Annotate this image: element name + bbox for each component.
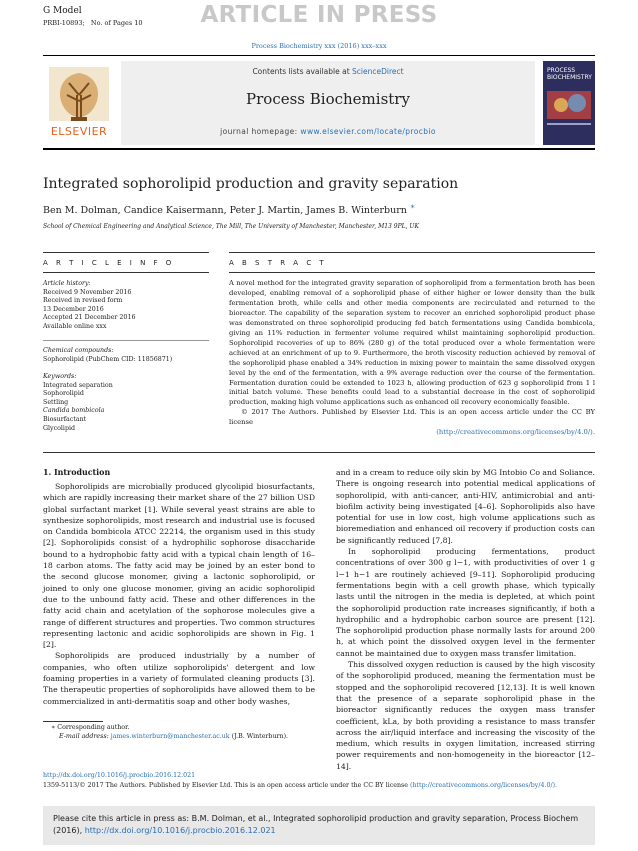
contents-line <box>121 67 535 76</box>
keyword: Glycolipid <box>43 424 76 432</box>
top-rule <box>43 55 595 56</box>
journal-name: Process Biochemistry <box>246 90 410 108</box>
abstract-license <box>229 408 595 428</box>
keywords-label: Keywords: <box>43 373 77 380</box>
keyword: Settling <box>43 398 69 406</box>
body-paragraph: Sophorolipids are microbially produced glycolipid biosurfactants, which are rapidly increasing their market share of the 27 billion USD global surfactant market [1]. While several yeast strains are able to synthesize sophorolipids, most research and industrial use is focused on Candida bombicola ATCC 22214, the organism used in this study [2]. Sophorolipids consist of a hydrophilic sophorose disaccharide bound to a hydrophobic fatty acid with a typical chain length of 16–18 carbon atoms. The fatty acid may be joined by an ester bond to the second glucose monomer, giving a lactonic sophorolipid, or joined to only one glucose monomer, giving an acidic sophorolipid due to the unbound fatty acid. These and other differences in the fatty acid chain and acetylation of the sophorose molecules give a range of different structures and properties. Two common structures representing lactonic and acidic sophorolipids are shown in Fig. 1 [2]. <box>43 482 315 650</box>
history-item: Available online xxx <box>43 322 107 330</box>
citation-text <box>53 813 583 837</box>
section-heading-introduction: 1. Introduction <box>43 468 111 477</box>
abstract-sub-rule <box>229 272 595 273</box>
corresponding-author-note: ∗ Corresponding author. <box>51 724 130 731</box>
keyword: Integrated separation <box>43 381 113 389</box>
keyword: Biosurfactant <box>43 415 87 423</box>
g-model-label: G Model <box>43 6 82 16</box>
keywords <box>43 373 209 433</box>
publisher-name: ELSEVIER <box>50 125 108 138</box>
article-info-heading: A R T I C L E I N F O <box>43 259 175 267</box>
journal-cover-image[interactable] <box>543 61 595 145</box>
license-link[interactable]: (http://creativecommons.org/licenses/by/4.0/). <box>436 428 595 437</box>
article-history <box>43 280 209 332</box>
email-link[interactable]: james.winterburn@manchester.ac.uk <box>110 733 230 740</box>
body-paragraph: This dissolved oxygen reduction is caused by the high viscosity of the sophorolipid produced, meaning the fermentation must be stopped and the sophorolipid recovered [12,13]. It is well known that the presence of a separate sophorolipid phase in the bioreactor significantly reduces the oxygen mass transfer coefficient, kLa, by both providing a resistance to mass transfer across the air/liquid interface and increasing the viscosity of the medium, which results in oxygen limitation, increased stirring power requirements and non-homogeneity in the bioreactor [12–14]. <box>336 660 595 771</box>
abstract-bottom-rule <box>43 452 595 453</box>
email-suffix: (J.B. Winterburn). <box>229 733 289 740</box>
article-title: Integrated sophorolipid production and gravity separation <box>43 176 459 192</box>
license-link-line <box>229 428 595 438</box>
history-item: Accepted 21 December 2016 <box>43 314 136 322</box>
keyword: Candida bombicola <box>43 407 105 415</box>
email-line <box>51 732 288 741</box>
abstract-paragraph: A novel method for the integrated gravity separation of sophorolipid from a fermentation broth has been developed, enabling removal of a sophorolipid phase of either higher or lower density than the bulk fermentation broth, while cells and other media components are recirculated and returned to the bioreactor. The capability of the separation system to recover an enriched sophorolipid product phase was demonstrated on three sophorolipid producing fed batch fermentations using Candida bombicola, giving an 11% reduction in fermenter volume required whilst maintaining sophorolipid production. Sophorolipid recoveries of up to 86% (280 g) of the total produced over a whole fermentation were achieved at an enrichment of up to 9. Furthermore, the broth viscosity reduction achieved by removal of the sophorolipid phase enabled a 34% reduction in mixing power to maintain the same dissolved oxygen level by the end of the fermentation, with a 9% average reduction over the course of the fermentation. Fermentation duration could be extended to 1023 h, allowing production of 623 g sophorolipid from 1 l initial batch volume. These benefits could lead to a substantial decrease in the cost of sophorolipid production, making high volume applications such as enhanced oil recovery economically feasible. <box>229 279 595 407</box>
homepage-prefix: journal homepage: <box>220 127 301 136</box>
article-info-sub-rule <box>43 272 209 273</box>
history-item: 13 December 2016 <box>43 305 104 313</box>
left-column <box>43 481 315 707</box>
citation-prefix: Please cite this article in press as: B.M. Dolman, et al., Integrated sophorolipid production and gravity separation, Process Biochem (2016), <box>53 814 579 835</box>
banner-bottom-rule <box>43 148 595 150</box>
homepage-line <box>121 127 535 136</box>
copyright-license-link[interactable]: (http://creativecommons.org/licenses/by/4.0/). <box>410 782 558 789</box>
abstract-top-rule <box>229 252 595 253</box>
email-label: E-mail address: <box>59 733 111 740</box>
history-item: Received in revised form <box>43 297 123 305</box>
author-list <box>43 202 415 216</box>
page-count: No. of Pages 10 <box>90 19 143 27</box>
abstract-body <box>229 279 595 438</box>
body-paragraph: and in a cream to reduce oily skin by MG Intobio Co and Soliance. There is ongoing research into potential medical applications of sophorolipid, with anti-cancer, anti-HIV, antimicrobial and anti-biofilm activity being investigated [4–6]. Sophorolipids also have potential for use in low cost, high volume applications such as bioremediation and enhanced oil recovery if production costs can be significantly reduced [7,8]. <box>336 468 595 545</box>
license-text: © 2017 The Authors. Published by Elsevier Ltd. This is an open access article under the CC BY license <box>229 408 595 427</box>
compounds-value: Sophorolipid (PubChem CID: 11856871) <box>43 355 173 363</box>
footnote-rule <box>43 721 103 722</box>
journal-reference-link[interactable]: Process Biochemistry xxx (2016) xxx–xxx <box>251 42 387 50</box>
citation-box <box>43 806 595 845</box>
authors: Ben M. Dolman, Candice Kaisermann, Peter J. Martin, James B. Winterburn <box>43 205 407 217</box>
homepage-link[interactable]: www.elsevier.com/locate/procbio <box>300 127 436 136</box>
body-paragraph: In sophorolipid producing fermentations, product concentrations of over 300 g l−1, with productivities of over 1 g l−1 h−1 are routinely achieved [9–11]. Sophorolipid producing fermentations begin with a cell growth phase, which typically lasts until the nitrogen in the media is depleted, at which point the sophorolipid production rate increases significantly, if both a hydrophilic and a hydrophobic carbon source are present [12]. The sophorolipid production phase normally lasts for around 200 h, at which point the dissolved oxygen level in the fermenter cannot be maintained due to oxygen mass transfer limitation. <box>336 547 595 658</box>
affiliation: School of Chemical Engineering and Analytical Science, The Mill, The University of Manchester, Manchester, M13 9PL, UK <box>43 223 419 230</box>
footnote <box>51 723 288 741</box>
copyright-line <box>43 782 557 789</box>
doi-link[interactable]: http://dx.doi.org/10.1016/j.procbio.2016.12.021 <box>43 772 196 779</box>
info-divider <box>43 340 209 341</box>
citation-doi-link[interactable]: http://dx.doi.org/10.1016/j.procbio.2016.12.021 <box>84 826 276 835</box>
article-info-top-rule <box>43 252 209 253</box>
keyword: Sophorolipid <box>43 390 84 398</box>
contents-prefix: Contents lists available at <box>252 67 353 76</box>
abstract-heading: A B S T R A C T <box>229 259 327 267</box>
sciencedirect-link[interactable]: ScienceDirect <box>352 67 404 76</box>
compounds-label: Chemical compounds: <box>43 347 114 354</box>
history-item: Received 9 November 2016 <box>43 288 132 296</box>
cover-title: PROCESS BIOCHEMISTRY <box>547 67 592 81</box>
copyright-text: 1359-5113/© 2017 The Authors. Published by Elsevier Ltd. This is an open access article under the CC BY license <box>43 782 410 789</box>
article-id: PRBI-10893; <box>43 19 85 27</box>
corresponding-author-mark[interactable]: ∗ <box>409 202 416 211</box>
banner-center <box>121 61 535 145</box>
right-column <box>336 467 595 772</box>
history-label: Article history: <box>43 280 91 287</box>
article-in-press-watermark: ARTICLE IN PRESS <box>200 2 438 28</box>
journal-banner <box>43 61 595 145</box>
body-paragraph: Sophorolipids are produced industrially by a number of companies, who often utilize sophorolipids' detergent and low foaming properties in a variety of formulated cleaning products [3]. The therapeutic properties of sophorolipids have allowed them to be commercialized in anti-dermatitis soap and other body washes, <box>43 651 315 706</box>
chemical-compounds <box>43 347 209 364</box>
elsevier-logo[interactable] <box>43 61 115 145</box>
